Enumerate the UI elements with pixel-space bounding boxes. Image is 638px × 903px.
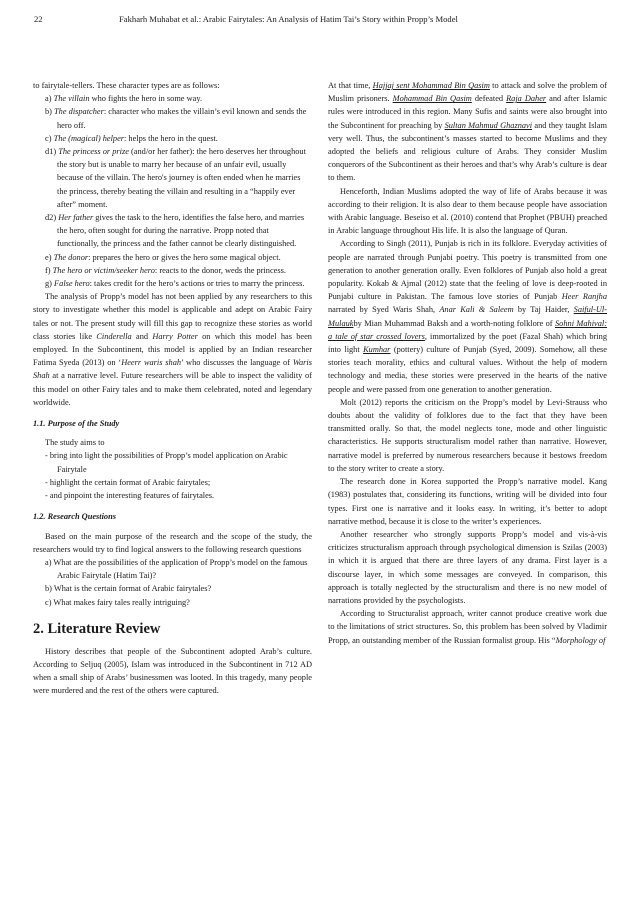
paragraph: At that time, Hajjaj sent Mohammad Bin Qasim to attack and solve the problem of Muslim prisoners. Mohammad Bin Qasim defeated Raja Daher and after Islamic rules were introduced in this region. Many Sufis and saints were also brought into the Subcontinent for preaching by Sultan Mahmud Ghaznavi and they taught Islam very well. Thus, the subcontinent’s masses started to become Muslims and they adopted the beliefs and religious culture of Arabs. They consider Muslim conquerors of the Subcontinent as their heroes and that’s why Arab’s culture is dear to them. [328,81,608,183]
running-head: Fakharh Muhabat et al.: Arabic Fairytales: An Analysis of Hatim Tai’s Story within Propp’s Model [119,14,458,24]
paragraph: to fairytale-tellers. These character types are as follows: [33,81,220,90]
paragraph: Based on the main purpose of the research and the scope of the study, the researchers would try to find logical answers to the following research questions [33,531,312,554]
list-item: b) What is the certain format of Arabic fairytales? [45,584,212,594]
paragraph: According to Singh (2011), Punjab is rich in its folklore. Everyday activities of people are narrated through Punjabi poetry. This poetry is transmitted from one generation to another generation orally. Even folklores of Punjab also hold a great popularity. Kokab & Ajmal (2012) state that the feeling of love is deep-rooted in Punjabi culture in Pakistan. The famous love stories of Punjab Heer Ranjha narrated by Syed Waris Shah, Anar Kali & Saleem by Taj Haider, Saiful-Ul-Mulaukby Mian Muhammad Baksh and a worth-noting folklore of Sohni Mahival: a tale of star crossed lovers, immortalized by the poet (Fazal Shah) which bring into light Kumhar (pottery) culture of Punjab (Syed, 2009). Somehow, all these stories teach morality, ethics and cultural values. Without the help of modern technology and media, these stories were preserved in the hearts of the native people and were passed from one generation to another generation. [328,239,608,394]
paragraph: Henceforth, Indian Muslims adopted the way of life of Arabs because it was according to their religion. It is also dear to them because people have association with Arabic language. Beseiso et al. (2010) contend that Prophet (PBUH) preached in Arabic language throughout His life. It is also the language of Quran. [328,186,607,236]
list-item: c) What makes fairy tales really intriguing? [45,597,190,607]
list-item: a) The villain who fights the hero in some way. [45,94,203,104]
list-item: d2) Her father gives the task to the hero, identifies the false hero, and marries the hero, often sought for during the narrative. Propp noted that functionally, the princess and the father cannot be clearly distinguished. [45,213,305,249]
section-heading: 2. Literature Review [33,620,161,637]
right-column [328,79,607,647]
paragraph: The analysis of Propp’s model has not been applied by any researchers to this story to investigate whether this model is applicable and adept on Arabic Fairy tales or not. The present study will fill this gap to recognize these stories as world class stories like Cinderella and Harry Potter on which this model has been employed. In the Subcontinent, this model is applied by an Indian researcher Fatima Syeda (2013) on ‘Heerr waris shah’ who discusses the language of Waris Shah at a narrative level. Future researchers will be able to inspect the validity of this model on other Fairy tales and to make them celebrated, noted and legendary worldwide. [33,292,312,407]
list-item: b) The dispatcher: character who makes the villain’s evil known and sends the hero off. [45,107,307,130]
list-item: - bring into light the possibilities of Propp’s model application on Arabic Fairytale [45,451,288,474]
subsection-heading: 1.1. Purpose of the Study [33,419,120,429]
paragraph: The study aims to [45,438,105,448]
paragraph: Another researcher who strongly supports Propp’s model and vis-à-vis criticizes structuralism approach through psychological dimension is Szilas (2003) in which it is argued that there are three layers of any drama. First layer is a discourse layer, in which some messages are conveyed. In comparison, this approach is totally neglected by the structuralism and there is no new model of narrations provided by the psychologists. [328,529,607,605]
paragraph: According to Structuralist approach, writer cannot produce creative work due to the limitations of strict structures. So, this problem has been solved by Vladimir Propp, an outstanding member of the Russian formalist group. His “Morphology of [328,609,607,645]
list-item: f) The hero or victim/seeker hero: reacts to the donor, weds the princess. [45,265,286,275]
list-item: e) The donor: prepares the hero or gives the hero some magical object. [45,252,281,262]
page-number: 22 [34,14,43,24]
paragraph: Molt (2012) reports the criticism on the Propp’s model by Levi-Strauss who doubts about the validity of folklores due to the fact that they have been transmitted orally. So that, the model neglects tone, mode and other linguistic characteristics. He supports structuralism model rather than narrative. However, narrative model is preferred by numerous researchers because it bestows freedom to the story writer to create a story. [328,397,607,473]
list-item: - and pinpoint the interesting features of fairytales. [45,491,215,501]
list-item: a) What are the possibilities of the application of Propp’s model on the famous Arabic Fairytale (Hatim Tai)? [45,557,308,581]
subsection-heading: 1.2. Research Questions [33,512,116,522]
list-item: c) The (magical) helper: helps the hero in the quest. [45,133,218,143]
list-item: d1) The princess or prize (and/or her father): the hero deserves her throughout the story but is unable to marry her because of an unfair evil, usually because of the villain. The hero's journey is often ended when he marries the princess, thereby beating the villain and resulting in a “happily ever after” moment. [45,147,306,209]
left-column [33,79,312,698]
list-item: g) False hero: takes credit for the hero’s actions or tries to marry the princess. [45,279,305,289]
list-item: - highlight the certain format of Arabic fairytales; [45,477,211,487]
paragraph: History describes that people of the Subcontinent adopted Arab’s culture. According to Seljuq (2005), Islam was introduced in the Subcontinent in 712 AD when a small ship of Arabs’ businessmen was looted. In this tragedy, many people were murdered and the rest of the others were captured. [33,646,312,696]
page-header [34,12,608,26]
paragraph: The research done in Korea supported the Propp’s narrative model. Kang (1983) postulates that, considering its functions, writing will be divided into four types. First one is narrative and it looks easy. In writing, it’s better to adopt narrative method, because it is close to the writer’s experiences. [328,477,607,526]
